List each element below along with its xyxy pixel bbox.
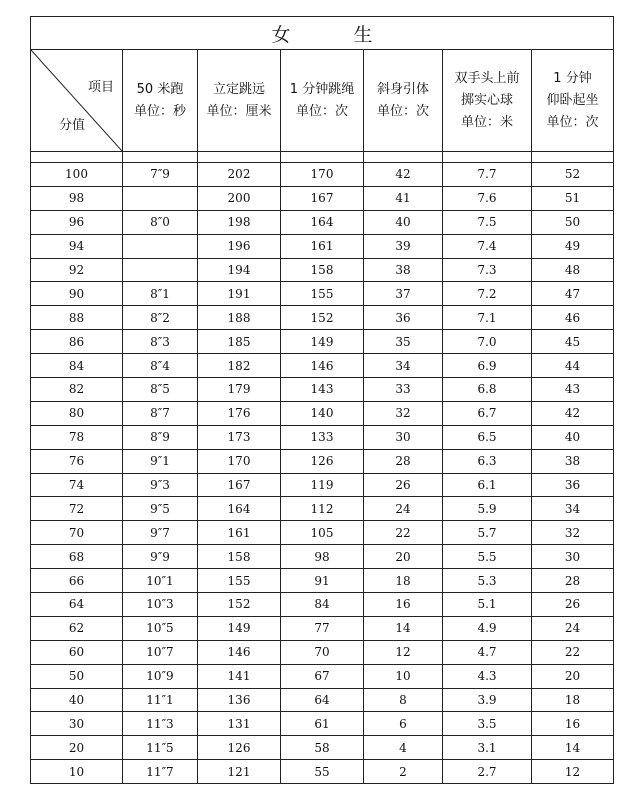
score-cell: 82	[31, 378, 123, 402]
spacer-cell	[443, 152, 532, 163]
value-cell: 11″7	[123, 760, 198, 784]
value-cell: 24	[532, 616, 614, 640]
value-cell: 55	[281, 760, 364, 784]
value-cell: 119	[281, 473, 364, 497]
value-cell: 7.3	[443, 258, 532, 282]
value-cell: 16	[532, 712, 614, 736]
value-cell: 149	[281, 330, 364, 354]
value-cell: 40	[532, 425, 614, 449]
value-cell: 22	[364, 521, 443, 545]
value-cell: 198	[198, 210, 281, 234]
value-cell: 7.7	[443, 163, 532, 187]
value-cell: 146	[198, 640, 281, 664]
score-cell: 68	[31, 545, 123, 569]
column-header-line: 单位：米	[460, 114, 513, 130]
table-row	[31, 521, 614, 545]
value-cell: 24	[364, 497, 443, 521]
score-cell: 92	[31, 258, 123, 282]
value-cell: 9″3	[123, 473, 198, 497]
value-cell: 8″2	[123, 306, 198, 330]
value-cell: 158	[281, 258, 364, 282]
diagonal-line	[31, 50, 122, 151]
value-cell: 44	[532, 354, 614, 378]
value-cell: 158	[198, 545, 281, 569]
score-label: 分值	[59, 118, 86, 133]
value-cell: 10″9	[123, 664, 198, 688]
value-cell: 126	[198, 736, 281, 760]
value-cell: 5.5	[443, 545, 532, 569]
value-cell: 30	[532, 545, 614, 569]
column-header-4	[443, 50, 532, 152]
column-header-3	[364, 50, 443, 152]
column-header-line: 单位：次	[546, 114, 599, 130]
value-cell: 141	[198, 664, 281, 688]
column-header-line: 立定跳远	[212, 81, 265, 97]
value-cell: 2.7	[443, 760, 532, 784]
spacer-cell	[532, 152, 614, 163]
value-cell: 18	[364, 569, 443, 593]
value-cell	[123, 258, 198, 282]
score-cell: 88	[31, 306, 123, 330]
table-row	[31, 616, 614, 640]
table-row	[31, 234, 614, 258]
value-cell: 6.7	[443, 401, 532, 425]
value-cell: 11″3	[123, 712, 198, 736]
score-cell: 76	[31, 449, 123, 473]
value-cell: 42	[364, 163, 443, 187]
value-cell: 170	[198, 449, 281, 473]
value-cell: 7.5	[443, 210, 532, 234]
value-cell: 42	[532, 401, 614, 425]
value-cell: 143	[281, 378, 364, 402]
value-cell: 196	[198, 234, 281, 258]
column-header-1	[198, 50, 281, 152]
score-cell: 80	[31, 401, 123, 425]
value-cell: 7″9	[123, 163, 198, 187]
value-cell: 37	[364, 282, 443, 306]
value-cell: 152	[198, 593, 281, 617]
value-cell: 182	[198, 354, 281, 378]
value-cell: 9″9	[123, 545, 198, 569]
table-row	[31, 545, 614, 569]
value-cell: 6.9	[443, 354, 532, 378]
value-cell: 200	[198, 186, 281, 210]
value-cell: 140	[281, 401, 364, 425]
value-cell: 38	[532, 449, 614, 473]
value-cell: 3.5	[443, 712, 532, 736]
value-cell: 152	[281, 306, 364, 330]
value-cell: 28	[364, 449, 443, 473]
value-cell: 47	[532, 282, 614, 306]
value-cell: 12	[532, 760, 614, 784]
value-cell	[123, 234, 198, 258]
score-cell: 84	[31, 354, 123, 378]
value-cell: 8″5	[123, 378, 198, 402]
value-cell: 188	[198, 306, 281, 330]
value-cell: 35	[364, 330, 443, 354]
column-header-line: 单位：秒	[133, 103, 186, 119]
value-cell: 5.3	[443, 569, 532, 593]
table-row	[31, 354, 614, 378]
value-cell: 64	[281, 688, 364, 712]
score-cell: 72	[31, 497, 123, 521]
score-cell: 20	[31, 736, 123, 760]
table-row	[31, 401, 614, 425]
score-cell: 96	[31, 210, 123, 234]
value-cell: 167	[198, 473, 281, 497]
score-cell: 86	[31, 330, 123, 354]
value-cell: 49	[532, 234, 614, 258]
value-cell: 45	[532, 330, 614, 354]
value-cell: 38	[364, 258, 443, 282]
value-cell: 10″1	[123, 569, 198, 593]
value-cell: 43	[532, 378, 614, 402]
table-row	[31, 473, 614, 497]
score-cell: 40	[31, 688, 123, 712]
value-cell: 161	[198, 521, 281, 545]
value-cell	[123, 186, 198, 210]
value-cell: 32	[364, 401, 443, 425]
value-cell: 105	[281, 521, 364, 545]
value-cell: 39	[364, 234, 443, 258]
value-cell: 8″3	[123, 330, 198, 354]
value-cell: 30	[364, 425, 443, 449]
value-cell: 149	[198, 616, 281, 640]
value-cell: 185	[198, 330, 281, 354]
score-cell: 30	[31, 712, 123, 736]
value-cell: 4.3	[443, 664, 532, 688]
column-header-line: 单位：次	[295, 103, 348, 119]
table-row	[31, 330, 614, 354]
value-cell: 3.1	[443, 736, 532, 760]
value-cell: 10	[364, 664, 443, 688]
column-header-5	[532, 50, 614, 152]
score-cell: 74	[31, 473, 123, 497]
table-row	[31, 258, 614, 282]
table-row	[31, 186, 614, 210]
value-cell: 7.1	[443, 306, 532, 330]
value-cell: 36	[532, 473, 614, 497]
column-header-2	[281, 50, 364, 152]
column-header-line: 双手头上前	[454, 70, 520, 86]
value-cell: 10″3	[123, 593, 198, 617]
table-row	[31, 712, 614, 736]
value-cell: 20	[532, 664, 614, 688]
value-cell: 28	[532, 569, 614, 593]
score-table-container	[30, 16, 613, 784]
value-cell: 5.1	[443, 593, 532, 617]
value-cell: 16	[364, 593, 443, 617]
value-cell: 173	[198, 425, 281, 449]
value-cell: 51	[532, 186, 614, 210]
spacer-cell	[281, 152, 364, 163]
value-cell: 164	[198, 497, 281, 521]
value-cell: 7.0	[443, 330, 532, 354]
column-header-line: 仰卧起坐	[546, 92, 599, 108]
value-cell: 6.3	[443, 449, 532, 473]
value-cell: 14	[532, 736, 614, 760]
score-cell: 62	[31, 616, 123, 640]
table-row	[31, 569, 614, 593]
table-row	[31, 688, 614, 712]
value-cell: 9″5	[123, 497, 198, 521]
score-cell: 94	[31, 234, 123, 258]
value-cell: 8″4	[123, 354, 198, 378]
value-cell: 34	[532, 497, 614, 521]
value-cell: 8″9	[123, 425, 198, 449]
table-row	[31, 497, 614, 521]
value-cell: 126	[281, 449, 364, 473]
item-label: 项目	[87, 80, 114, 95]
value-cell: 112	[281, 497, 364, 521]
score-cell: 98	[31, 186, 123, 210]
score-table	[30, 16, 614, 784]
spacer-cell	[31, 152, 123, 163]
value-cell: 61	[281, 712, 364, 736]
value-cell: 133	[281, 425, 364, 449]
value-cell: 52	[532, 163, 614, 187]
table-title: 女 生	[31, 17, 614, 50]
table-row	[31, 449, 614, 473]
value-cell: 36	[364, 306, 443, 330]
value-cell: 191	[198, 282, 281, 306]
column-header-line: 1 分钟跳绳	[289, 81, 355, 97]
score-cell: 100	[31, 163, 123, 187]
value-cell: 8″7	[123, 401, 198, 425]
value-cell: 8	[364, 688, 443, 712]
value-cell: 164	[281, 210, 364, 234]
value-cell: 6	[364, 712, 443, 736]
value-cell: 10″7	[123, 640, 198, 664]
value-cell: 9″7	[123, 521, 198, 545]
value-cell: 136	[198, 688, 281, 712]
table-row	[31, 378, 614, 402]
value-cell: 170	[281, 163, 364, 187]
value-cell: 176	[198, 401, 281, 425]
score-cell: 60	[31, 640, 123, 664]
value-cell: 34	[364, 354, 443, 378]
spacer-cell	[123, 152, 198, 163]
table-row	[31, 593, 614, 617]
value-cell: 3.9	[443, 688, 532, 712]
table-row	[31, 306, 614, 330]
value-cell: 18	[532, 688, 614, 712]
score-cell: 78	[31, 425, 123, 449]
value-cell: 4.9	[443, 616, 532, 640]
score-cell: 90	[31, 282, 123, 306]
column-header-line: 1 分钟	[553, 70, 592, 86]
value-cell: 179	[198, 378, 281, 402]
value-cell: 98	[281, 545, 364, 569]
value-cell: 194	[198, 258, 281, 282]
value-cell: 2	[364, 760, 443, 784]
value-cell: 8″1	[123, 282, 198, 306]
value-cell: 41	[364, 186, 443, 210]
score-cell: 70	[31, 521, 123, 545]
value-cell: 91	[281, 569, 364, 593]
value-cell: 67	[281, 664, 364, 688]
column-header-line: 单位：厘米	[206, 103, 272, 119]
value-cell: 46	[532, 306, 614, 330]
value-cell: 5.9	[443, 497, 532, 521]
value-cell: 14	[364, 616, 443, 640]
value-cell: 4.7	[443, 640, 532, 664]
value-cell: 11″1	[123, 688, 198, 712]
table-row	[31, 760, 614, 784]
value-cell: 12	[364, 640, 443, 664]
value-cell: 6.5	[443, 425, 532, 449]
column-header-line: 斜身引体	[376, 81, 429, 97]
value-cell: 155	[198, 569, 281, 593]
value-cell: 6.1	[443, 473, 532, 497]
value-cell: 84	[281, 593, 364, 617]
table-row	[31, 664, 614, 688]
table-row	[31, 163, 614, 187]
value-cell: 161	[281, 234, 364, 258]
value-cell: 131	[198, 712, 281, 736]
value-cell: 20	[364, 545, 443, 569]
table-row	[31, 282, 614, 306]
corner-header-cell	[31, 50, 123, 152]
spacer-row	[31, 152, 614, 163]
value-cell: 77	[281, 616, 364, 640]
value-cell: 7.2	[443, 282, 532, 306]
value-cell: 32	[532, 521, 614, 545]
spacer-cell	[198, 152, 281, 163]
score-cell: 66	[31, 569, 123, 593]
score-cell: 50	[31, 664, 123, 688]
value-cell: 48	[532, 258, 614, 282]
column-header-line: 50 米跑	[136, 81, 184, 97]
value-cell: 121	[198, 760, 281, 784]
value-cell: 11″5	[123, 736, 198, 760]
value-cell: 58	[281, 736, 364, 760]
column-header-0	[123, 50, 198, 152]
value-cell: 8″0	[123, 210, 198, 234]
score-cell: 64	[31, 593, 123, 617]
table-row	[31, 425, 614, 449]
value-cell: 4	[364, 736, 443, 760]
value-cell: 5.7	[443, 521, 532, 545]
value-cell: 155	[281, 282, 364, 306]
column-header-line: 单位：次	[376, 103, 429, 119]
spacer-cell	[364, 152, 443, 163]
score-cell: 10	[31, 760, 123, 784]
value-cell: 22	[532, 640, 614, 664]
value-cell: 146	[281, 354, 364, 378]
value-cell: 10″5	[123, 616, 198, 640]
table-row	[31, 736, 614, 760]
value-cell: 33	[364, 378, 443, 402]
table-row	[31, 640, 614, 664]
value-cell: 40	[364, 210, 443, 234]
value-cell: 167	[281, 186, 364, 210]
value-cell: 26	[364, 473, 443, 497]
value-cell: 7.6	[443, 186, 532, 210]
value-cell: 70	[281, 640, 364, 664]
value-cell: 202	[198, 163, 281, 187]
value-cell: 50	[532, 210, 614, 234]
header-row	[31, 50, 614, 152]
column-header-line: 掷实心球	[460, 92, 513, 108]
value-cell: 26	[532, 593, 614, 617]
value-cell: 9″1	[123, 449, 198, 473]
table-row	[31, 210, 614, 234]
value-cell: 7.4	[443, 234, 532, 258]
value-cell: 6.8	[443, 378, 532, 402]
